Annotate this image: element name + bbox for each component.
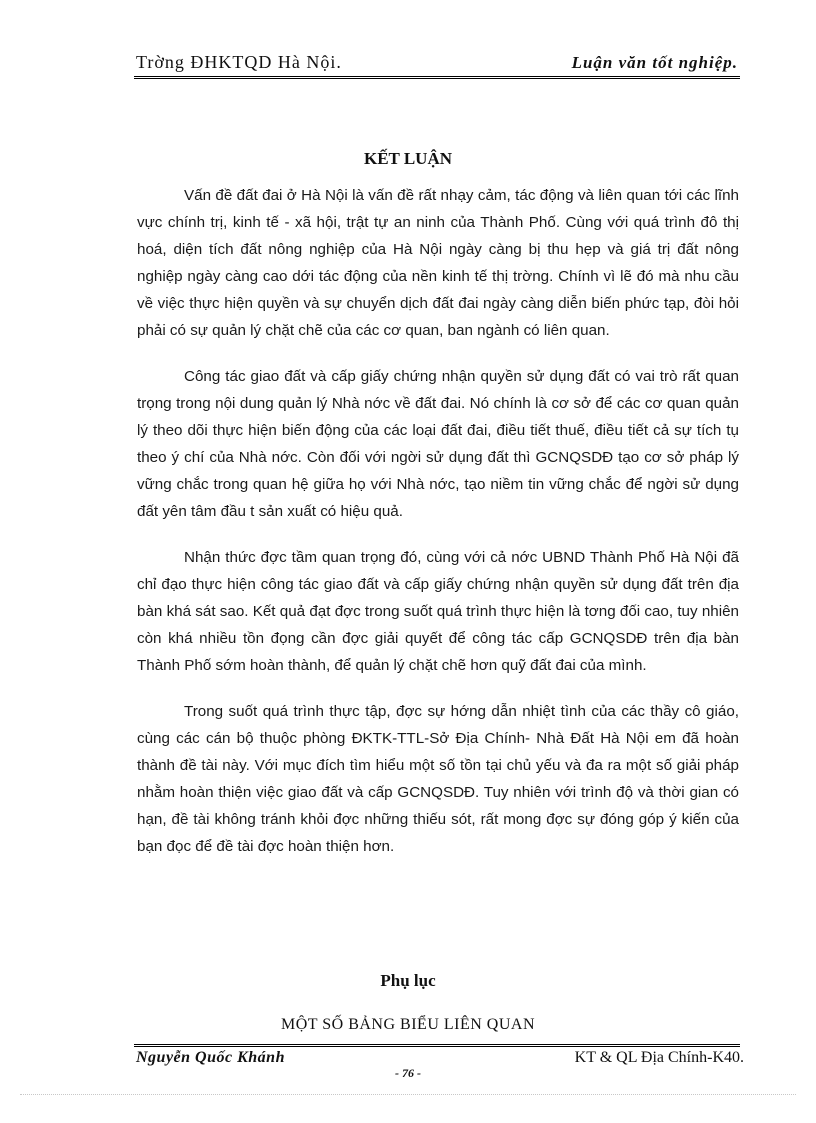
page-boundary <box>20 1094 796 1095</box>
footer-author: Nguyễn Quốc Khánh <box>136 1049 285 1066</box>
section-title: KẾT LUẬN <box>363 149 452 168</box>
body-text <box>137 182 739 879</box>
appendix-title: Phụ lục <box>380 971 436 990</box>
paragraph-4: Trong suốt quá trình thực tập, đợc sự hớng dẫn nhiệt tình của các thầy cô giáo, cùng các cán bộ thuộc phòng ĐKTK-TTL-Sở Địa Chính- Nhà Đất Hà Nội em đã hoàn thành đề tài này. Với mục đích tìm hiểu một số tồn tại chủ yếu và đa ra một số giải pháp nhằm hoàn thiện việc giao đất và cấp GCNQSDĐ. Tuy nhiên với trình độ và thời gian có hạn, đề tài không tránh khỏi đợc những thiếu sót, rất mong đợc sự đóng góp ý kiến của bạn đọc để đề tài đợc hoàn thiện hơn. <box>137 703 739 855</box>
appendix-subtitle: MỘT SỐ BẢNG BIỂU LIÊN QUAN <box>280 1016 536 1033</box>
paragraph-2: Công tác giao đất và cấp giấy chứng nhận quyền sử dụng đất có vai trò rất quan trọng trong nội dung quản lý Nhà nớc về đất đai. Nó chính là cơ sở để các cơ quan quản lý theo dõi thực hiện biến động của các loại đất đai, điều tiết thuế, điều tiết cả sự tích tụ theo ý chí của Nhà nớc. Còn đối với ngời sử dụng đất thì GCNQSDĐ tạo cơ sở pháp lý vững chắc trong quan hệ giữa họ với Nhà nớc, tạo niềm tin vững chắc để ngời sử dụng đất yên tâm đầu t sản xuất có hiệu quả. <box>137 368 739 520</box>
header-school: Trờng ĐHKTQD Hà Nội. <box>136 52 342 72</box>
page-header <box>134 50 740 79</box>
header-document-type: Luận văn tốt nghiệp. <box>571 53 738 72</box>
paragraph-1: Vấn đề đất đai ở Hà Nội là vấn đề rất nhạy cảm, tác động và liên quan tới các lĩnh vực chính trị, kinh tế - xã hội, trật tự an ninh của Thành Phố. Cùng với quá trình đô thị hoá, diện tích đất nông nghiệp của Hà Nội ngày càng bị thu hẹp và giá trị đất nông nghiệp ngày càng cao dới tác động của nền kinh tế thị trờng. Chính vì lẽ đó mà nhu cầu về việc thực hiện quyền và sự chuyển dịch đất đai ngày càng diễn biến phức tạp, đòi hỏi phải có sự quản lý chặt chẽ của các cơ quan, ban ngành có liên quan. <box>137 187 739 339</box>
footer-rule <box>134 1044 740 1047</box>
paragraph-3: Nhận thức đợc tầm quan trọng đó, cùng với cả nớc UBND Thành Phố Hà Nội đã chỉ đạo thực hiện công tác giao đất và cấp giấy chứng nhận quyền sử dụng đất trên địa bàn khá sát sao. Kết quả đạt đợc trong suốt quá trình thực hiện là tơng đối cao, tuy nhiên còn khá nhiều tồn đọng cần đợc giải quyết để công tác cấp GCNQSDĐ trên địa bàn Thành Phố sớm hoàn thành, để quản lý chặt chẽ hơn quỹ đất đai của mình. <box>137 549 739 674</box>
footer-department: KT & QL Địa Chính-K40. <box>574 1049 744 1066</box>
page-number: - 76 - <box>395 1066 421 1080</box>
